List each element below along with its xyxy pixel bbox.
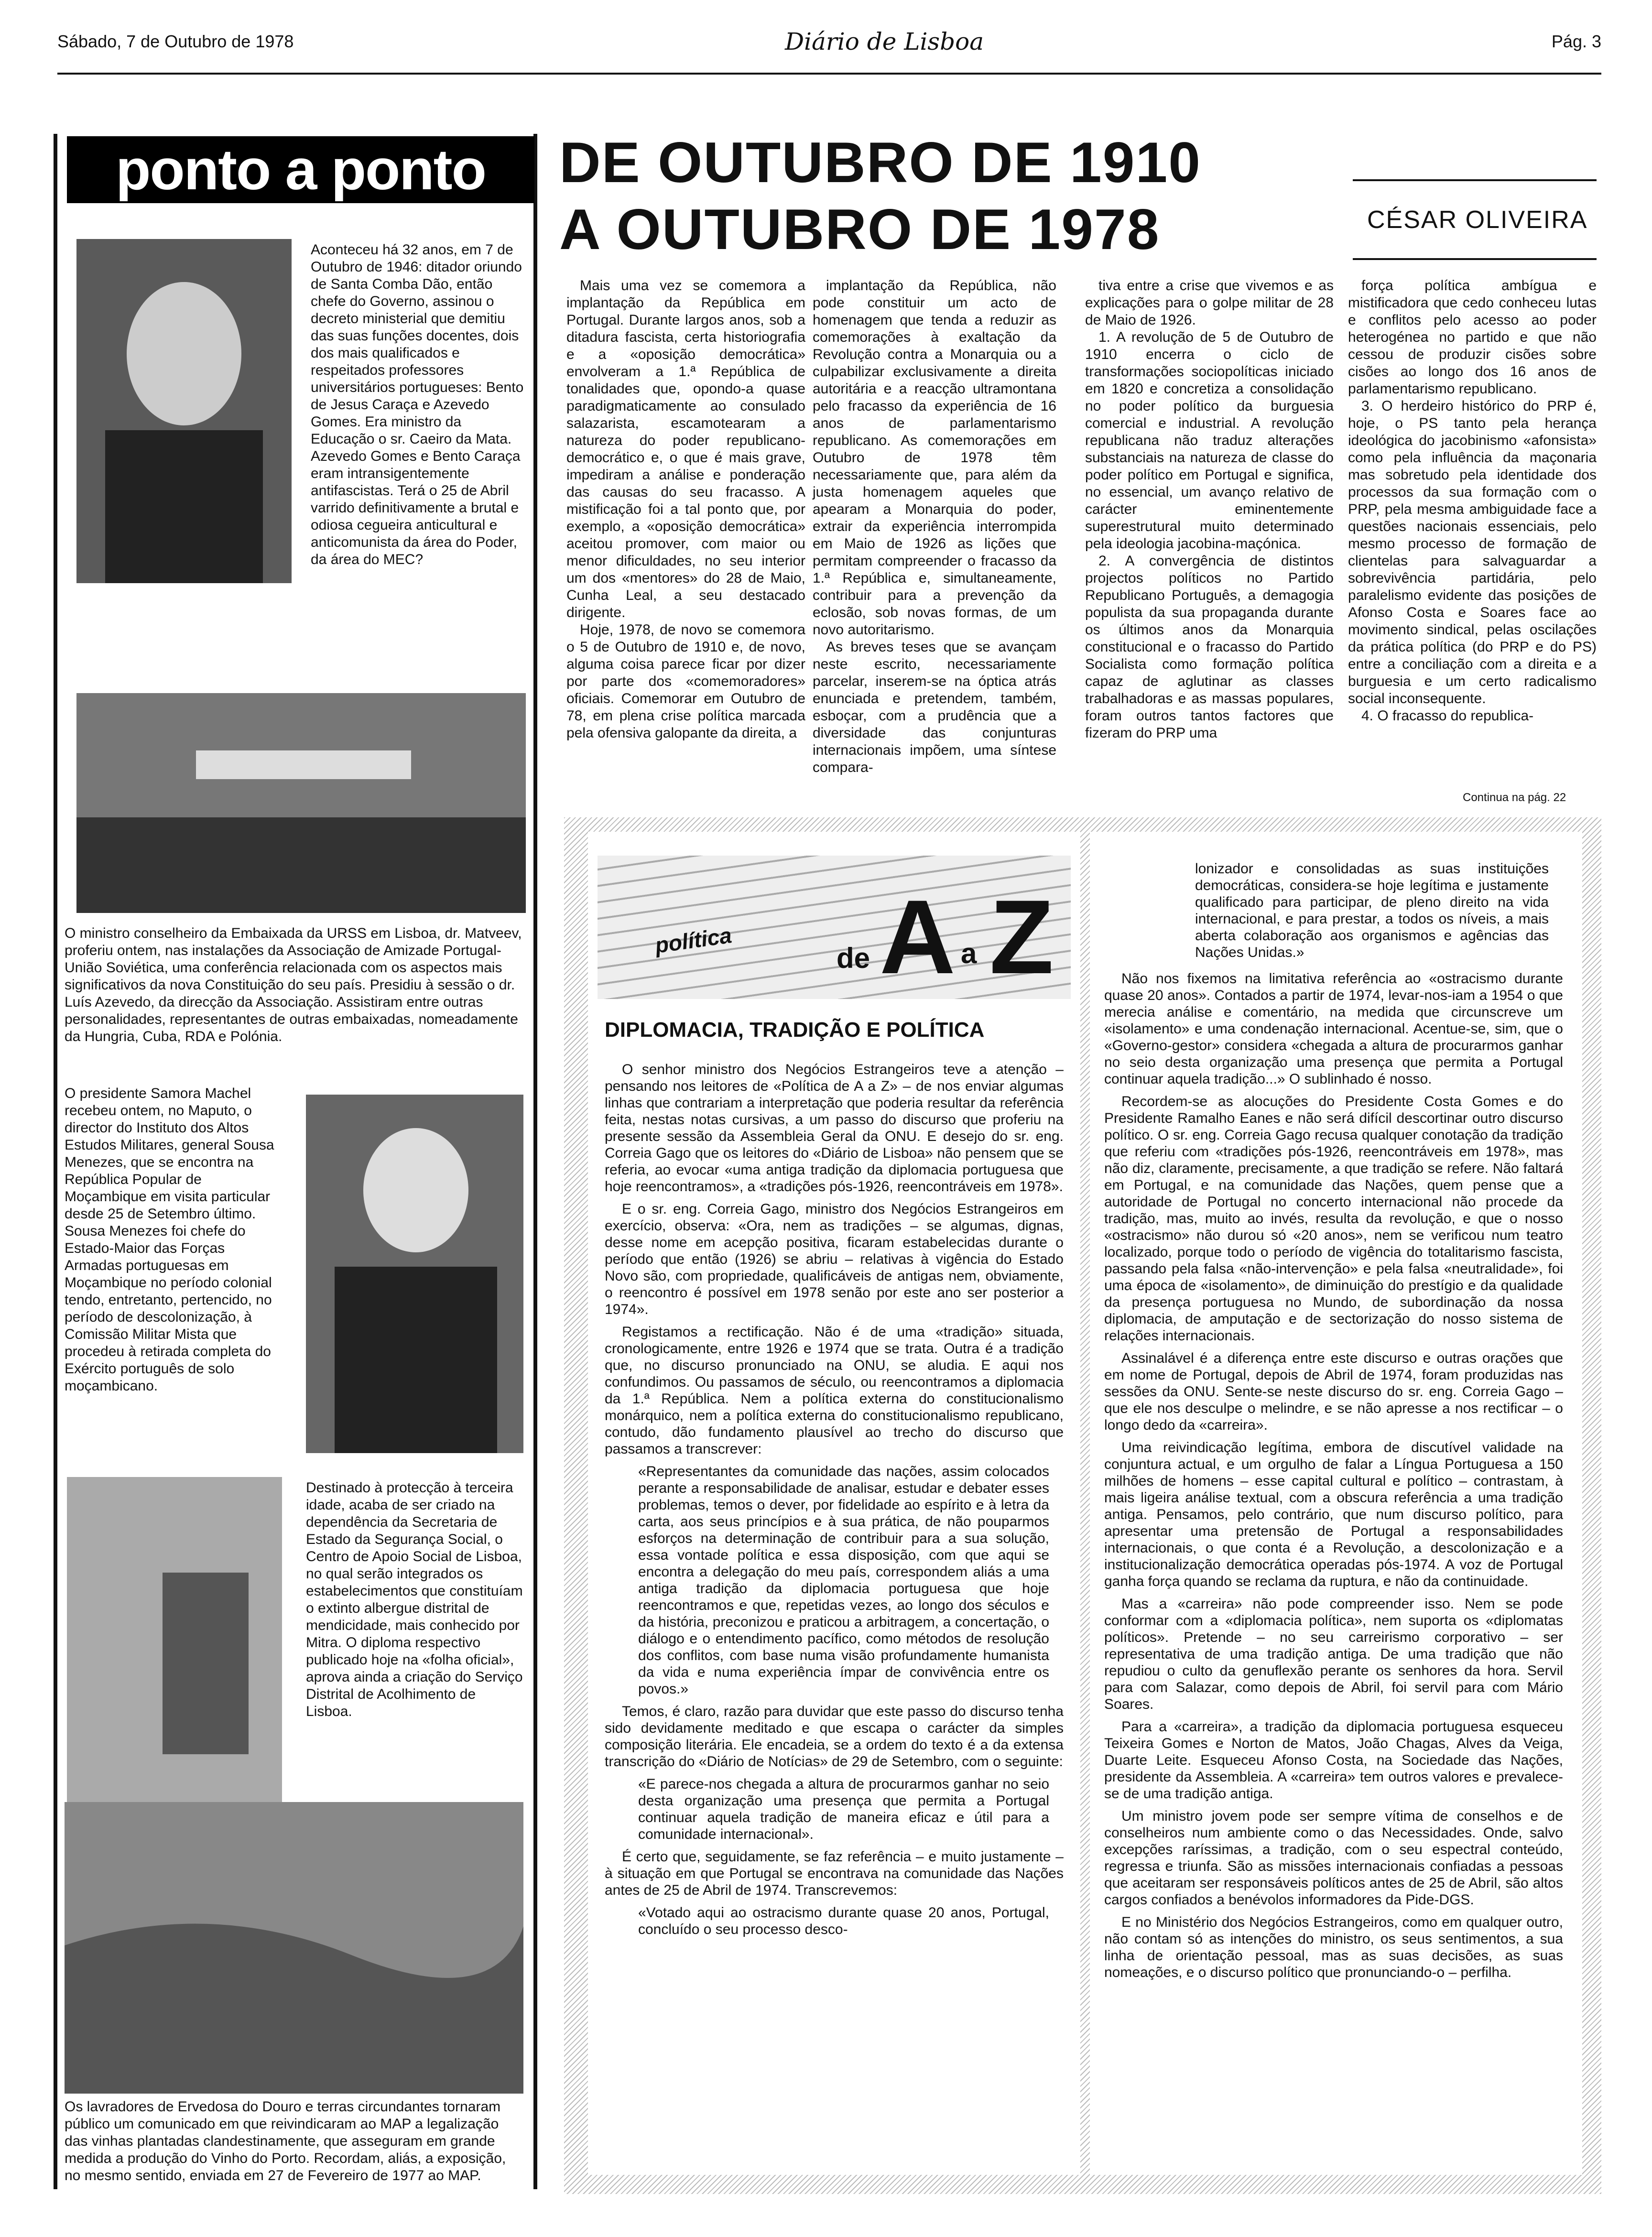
photo-conference	[76, 693, 526, 913]
az-paragraph: E no Ministério dos Negócios Estrangeiros, como em qualquer outro, não contam só as intenções do ministro, os seus sentimentos, a sua linha de orientação pessoal, mas as suas decisões, as suas nomeações, e o discurso político que pronunciando-o – perfilha.	[1104, 1914, 1563, 1980]
ponto-item-1: Aconteceu há 32 anos, em 7 de Outubro de 1946: ditador oriundo de Santa Comba Dão, então chefe do Governo, assinou o decreto ministerial que demitiu das suas funções docentes, dois dos mais qualificados e respeitados professores universitários portugueses: Bento de Jesus Caraça e Azevedo Gomes. Era ministro da Educação o sr. Caeiro da Mata. Azevedo Gomes e Bento Caraça eram intransigentemente antifascistas. Terá o 25 de Abril varrido definitivamente a brutal e odiosa cegueira anticultural e anticomunista da área do Poder, da área do MEC?	[311, 242, 524, 567]
az-paragraph: É certo que, seguidamente, se faz referência – e muito justamente – à situação em que Portugal se encontrava na comunidade das Nações antes de 25 de Abril de 1974. Transcrevemos:	[605, 1849, 1064, 1898]
article-paragraph: 3. O herdeiro histórico do PRP é, hoje, o PS tanto pela herança ideológica do jacobinismo «afonsista» como pela influência da maçonaria mas sobretudo pela identidade dos processos da sua formação com o PRP, pela mesma ambiguidade face a questões nacionais essenciais, pelo mesmo processo de formação de clientelas para salvaguardar a sobrevivência partidária, pelo paralelismo evidente das posições de Afonso Costa e Soares face ao movimento sindical, pelas oscilações da prática política (do PRP e do PS) entre a conciliação com a direita e a burguesia e um certo radicalismo social inconsequente.	[1348, 398, 1597, 706]
az-paragraph: Não nos fixemos na limitativa referência ao «ostracismo durante quase 20 anos». Contados a partir de 1974, levar-nos-iam a 1954 o que merecia análise e comentário, na medida que circunscreve um «isolamento» e uma condenação internacional. Acentue-se, sim, que o «Governo-gestor» considera «chegada a altura de procurarmos ganhar no seio desta organização uma presença que permita a Portugal continuar aquela tradição...» O sublinhado é nosso.	[1104, 971, 1563, 1087]
az-banner-word: política	[653, 923, 733, 958]
article-paragraph: Hoje, 1978, de novo se comemora o 5 de Outubro de 1910 e, de novo, alguma coisa parece ficar por dizer por parte dos «comemoradores» oficiais. Comemorar em Outubro de 78, em plena crise política marcada pela ofensiva galopante da direita, a	[566, 622, 805, 741]
article-author: CÉSAR OLIVEIRA	[1367, 206, 1588, 234]
article-paragraph: Mais uma vez se comemora a implantação da República em Portugal. Durante largos anos, sob a ditadura fascista, certa historiografia e a «oposição democrática» envolveram a 1.ª República de tonalidades que, opondo-a quase paradigmaticamente ao consulado salazarista, escamotearam a natureza do poder republicano-democrático e, o que é mais grave, impediram a análise e ponderação das causas do seu fracasso. A mistificação foi a tal ponto que, por exemplo, a «oposição democrática» aceitou promover, com maior ou menor dificuldades, no seu interior um dos «mentores» do 28 de Maio, Cunha Leal, a seu destacado dirigente.	[566, 278, 805, 620]
az-quote: lonizador e consolidadas as suas instituições democráticas, considera-se hoje legítima e justamente qualificado para participar, de pleno direito na vida internacional, e para prestar, a todos os níveis, a mais aberta colaboração aos organismos e agências das Nações Unidas.»	[1195, 861, 1549, 960]
az-left-column	[605, 1061, 1064, 1938]
az-quote: «E parece-nos chegada a altura de procurarmos ganhar no seio desta organização uma presença que permita a Portugal continuar aquela tradição de maneira eficaz e útil para a comunidade internacional».	[638, 1776, 1049, 1842]
article-paragraph: 2. A convergência de distintos projectos políticos no Partido Republicano Português, a demagogia populista da sua propaganda durante os últimos anos da Monarquia constitucional e o fracasso do Partido Socialista como formação política capaz de aglutinar as classes trabalhadoras e as massas populares, foram outros tantos factores que fizeram do PRP uma	[1085, 553, 1334, 741]
continued-on-page: Continua na pág. 22	[1463, 791, 1566, 804]
issue-date: Sábado, 7 de Outubro de 1978	[57, 32, 294, 51]
az-banner-de: de	[837, 942, 870, 974]
ponto-item-5: Os lavradores de Ervedosa do Douro e terras circundantes tornaram público um comunicado em que reivindicaram ao MAP a legalização das vinhas plantadas clandestinamente, que asseguram em grande medida a produção do Vinho do Porto. Recordam, aliás, a exposição, no mesmo sentido, enviada em 27 de Fevereiro de 1977 ao MAP.	[65, 2099, 506, 2183]
az-banner-a-small: a	[961, 937, 977, 969]
az-paragraph: O senhor ministro dos Negócios Estrangeiros teve a atenção – pensando nos leitores de «Política de A a Z» – de nos enviar algumas linhas que contrariam a interpretação que poderia resultar da referência feita, nestas notas cursivas, a um passo do discurso que proferiu na presente sessão da Assembleia Geral da ONU. E desejo do sr. eng. Correia Gago que os leitores do «Diário de Lisboa» não pensem que se referia, ao evocar «uma antiga tradição da diplomacia portuguesa que hoje reencontramos», a «tradições pós-1926, reencontráveis em 1978».	[605, 1062, 1064, 1195]
article-paragraph: tiva entre a crise que vivemos e as explicações para o golpe militar de 28 de Maio de 1926.	[1085, 278, 1334, 328]
ponto-item-4: Destinado à protecção à terceira idade, acaba de ser criado na dependência da Secretaria de Estado da Segurança Social, o Centro de Apoio Social de Lisboa, no qual serão integrados os estabelecimentos que constituíam o extinto albergue distrital de mendicidade, mais conhecido por Mitra. O diploma respectivo publicado hoje na «folha oficial», aprova ainda a criação do Serviço Distrital de Acolhimento de Lisboa.	[306, 1480, 523, 1719]
az-paragraph: Assinalável é a diferença entre este discurso e outras orações que em nome de Portugal, depois de Abril de 1974, foram produzidas nas sessões da ONU. Sente-se neste discurso do sr. eng. Correia Gago – que ele nos desculpe o melindre, e se não apresse a nos rectificar – o longo dedo da «carreira».	[1104, 1350, 1563, 1433]
az-paragraph: Mas a «carreira» não pode compreender isso. Nem se pode conformar com a «diplomacia política», nem suporta os «diplomatas políticos». Pretende – no seu carreirismo corporativo – ser representativa de uma tradição antiga. De uma tradição que não repudiou o culto da genuflexão perante os senhores da hora. Servil para com Salazar, como depois de Abril, foi servil para com Mário Soares.	[1104, 1596, 1563, 1712]
az-quote: «Representantes da comunidade das nações, assim colocados perante a responsabilidade de analisar, estudar e debater esses problemas, temos o dever, por fidelidade ao espírito e à letra da carta, aos seus princípios e à sua prática, de não pouparmos esforços na determinação de contribuir para a sua solução, essa vontade política e essa disposição, com que aqui se encontra a delegação do meu país, correspondem aliás a uma antiga tradição da diplomacia portuguesa que hoje reencontramos e que, repetidas vezes, ao longo dos séculos e da história, preconizou e praticou a arbitragem, a concertação, o diálogo e o entendimento pacífico, como métodos de resolução dos conflitos, com base numa visão profundamente humanista da vida e numa experiência ímpar de convivência entre os povos.»	[638, 1464, 1049, 1697]
masthead: Diário de Lisboa	[784, 28, 984, 55]
az-banner-z: Z	[989, 878, 1054, 996]
article-paragraph: As breves teses que se avançam neste escrito, necessariamente parcelar, inserem-se na óptica atrás enunciada e pretendem, também, esboçar, com a prudência que a diversidade das conjunturas internacionais impõem, uma síntese compara-	[813, 639, 1056, 775]
ponto-item-3: O presidente Samora Machel recebeu ontem, no Maputo, o director do Instituto dos Altos Estudos Militares, general Sousa Menezes, que se encontra na República Popular de Moçambique em visita particular desde 25 de Setembro último. Sousa Menezes foi chefe do Estado-Maior das Forças Armadas portuguesas em Moçambique no período colonial tendo, entretanto, pertencido, no período de descolonização, à Comissão Militar Mista que procedeu à retirada completa do Exército português de solo moçambicano.	[65, 1086, 274, 1394]
az-quote: «Votado aqui ao ostracismo durante quase 20 anos, Portugal, concluído o seu processo desco-	[638, 1905, 1049, 1937]
az-right-column	[1104, 860, 1563, 1987]
az-paragraph: Registamos a rectificação. Não é de uma «tradição» situada, cronologicamente, entre 1926 e 1974 que se trata. Outra é a tradição que, no discurso pronunciado na ONU, se aludia. E aqui nos confundimos. Ou passamos de século, ou reencontramos a diplomacia da 1.ª República. Nem a política externa do constitucionalismo monárquico, nem a política externa do constitucionalismo republicano, contudo, dão fundamento plausível ao trecho do discurso que passamos a transcrever:	[605, 1324, 1064, 1457]
az-banner-a: A	[880, 878, 956, 996]
az-paragraph: Temos, é claro, razão para duvidar que este passo do discurso tenha sido devidamente meditado e que escapa o carácter da simples composição literária. Ele encadeia, se a ordem do texto é a da extensa transcrição do «Diário de Notícias» de 29 de Setembro, com o seguinte:	[605, 1704, 1064, 1770]
left-col-divider	[533, 134, 537, 2189]
az-section-title: DIPLOMACIA, TRADIÇÃO E POLÍTICA	[605, 1018, 985, 1042]
article-col-4	[1348, 277, 1597, 725]
photo-smiling-man	[306, 1095, 523, 1453]
article-headline-line2: A OUTUBRO DE 1978	[559, 197, 1160, 261]
photo-elderly-person	[67, 1477, 282, 1802]
photo-portrait-man	[76, 239, 292, 583]
header-rule	[57, 73, 1601, 75]
az-paragraph: Recordem-se as alocuções do Presidente Costa Gomes e do Presidente Ramalho Eanes e não será difícil descortinar outro discurso político. O sr. eng. Correia Gago recusa qualquer conotação da tradição que referiu com «tradições pós-1926, reencontráveis em 1978», mas não diz, claramente, precisamente, a que tradição se refere. Não faltará em Portugal, e na comunidade das Nações, quem pense que a autoridade de Portugal no concerto internacional não procede da tradição, mas, muito ao invés, resulta da revolução, e que o nosso «ostracismo» não durou só «20 anos», nem se verificou num teatro localizado, porque todo o período de vigência do totalitarismo fascista, passando pela falsa «não-intervenção» e pela falsa «neutralidade», foi uma época de «isolamento», de diminuição do prestígio e da qualidade da presença portuguesa no Mundo, de subordinação da nossa diplomacia, de amputação e de sectorização do nosso sistema de relações internacionais.	[1104, 1094, 1563, 1344]
article-paragraph: 1. A revolução de 5 de Outubro de 1910 encerra o ciclo de transformações sociopolíticas iniciado em 1820 e concretiza a consolidação no poder político da burguesia comercial e industrial. A revolução republicana não traduz alterações substanciais na natureza de classe do poder político em Portugal e significa, no essencial, um avanço relativo de carácter eminentemente superestrutural muito determinado pela ideologia jacobina-maçónica.	[1085, 329, 1334, 552]
author-rule-top	[1353, 179, 1597, 181]
article-col-3	[1085, 277, 1334, 742]
page-number: Pág. 3	[1551, 32, 1601, 51]
az-paragraph: Para a «carreira», a tradição da diplomacia portuguesa esqueceu Teixeira Gomes e Norton de Matos, João Chagas, Alves da Veiga, Duarte Leite. Esqueceu Afonso Costa, na Sociedade das Nações, presidente da Assembleia. A «carreira» tem outros valores e prevalece-se de uma tradição antiga.	[1104, 1719, 1563, 1802]
article-paragraph: implantação da República, não pode constituir um acto de homenagem que tenda a reduzir as comemorações à exaltação da Revolução contra a Monarquia ou a culpabilizar exclusivamente a direita autoritária e a reacção ultramontana pelo fracasso da experiência de 16 anos de parlamentarismo republicano. As comemorações em Outubro de 1978 têm necessariamente que, para além da justa homenagem aqueles que apearam a Monarquia do poder, extrair da experiência interrompida em Maio de 1926 as lições que permitam compreender o fracasso da 1.ª República e, simultaneamente, contribuir para a prevenção da eclosão, sob novas formas, de um novo autoritarismo.	[813, 278, 1056, 638]
article-col-2	[813, 277, 1056, 776]
ponto-a-ponto-kicker: ponto a ponto	[67, 136, 534, 203]
az-paragraph: Uma reivindicação legítima, embora de discutível validade na conjuntura actual, e um orgulho de falar a Língua Portuguesa a 150 milhões de homens – esse capital cultural e político – contrastam, à mais ligeira análise textual, com a obscura referência a uma tradição antiga. Pensamos, pelo contrário, que num discurso político, para apresentar uma pretensão de Portugal a responsabilidades internacionais, o que conta é a Revolução, a descolonização e a institucionalização democrática operadas pós-1974. A voz de Portugal ganha força quando se reclama da ruptura, e não da continuidade.	[1104, 1440, 1563, 1589]
article-paragraph: 4. O fracasso do republica-	[1361, 708, 1534, 724]
article-paragraph: força política ambígua e mistificadora que cedo conheceu lutas e conflitos pelo acesso ao poder heterogénea no partido e que não cessou de produzir cisões sobre cisões ao longo dos 16 anos de parlamentarismo republicano.	[1348, 278, 1597, 397]
az-paragraph: E o sr. eng. Correia Gago, ministro dos Negócios Estrangeiros em exercício, observa: «Ora, nem as tradições – se algumas, dignas, desse nome em acepção positiva, ficaram estabelecidas durante o período que então (1926) se abriu – relativas à vigência do Estado Novo são, com propriedade, qualificáveis de antigas nem, obviamente, o reencontro é possível em 1978 senão por este ano ser posterior a 1974».	[605, 1201, 1064, 1317]
article-col-1	[566, 277, 805, 742]
photo-aerial-vineyard	[65, 1802, 523, 2094]
az-banner	[598, 856, 1071, 999]
az-paragraph: Um ministro jovem pode ser sempre vítima de conselhos e de conselheiros num ambiente como o das Necessidades. Onde, salvo excepções raríssimas, a tradição, com o seu espectral conteúdo, regressa e triunfa. São as missões internacionais confiadas a pessoas que aceitaram ser responsáveis políticos antes de 25 de Abril, são altos cargos confiados a benévolos informadores da Pide-DGS.	[1104, 1808, 1563, 1908]
ponto-item-2: O ministro conselheiro da Embaixada da URSS em Lisboa, dr. Matveev, proferiu ontem, nas instalações da Associação de Amizade Portugal-União Soviética, uma conferência relacionada com os aspectos mais significativos da nova Constituição do seu país. Presidiu à sessão o dr. Luís Azevedo, da direcção da Associação. Assistiram entre outras personalidades, representantes de outras embaixadas, nomeadamente da Hungria, Cuba, RDA e Polónia.	[65, 925, 522, 1044]
author-rule-bottom	[1353, 258, 1597, 260]
left-border	[54, 134, 57, 2189]
article-headline-line1: DE OUTUBRO DE 1910	[559, 130, 1201, 195]
